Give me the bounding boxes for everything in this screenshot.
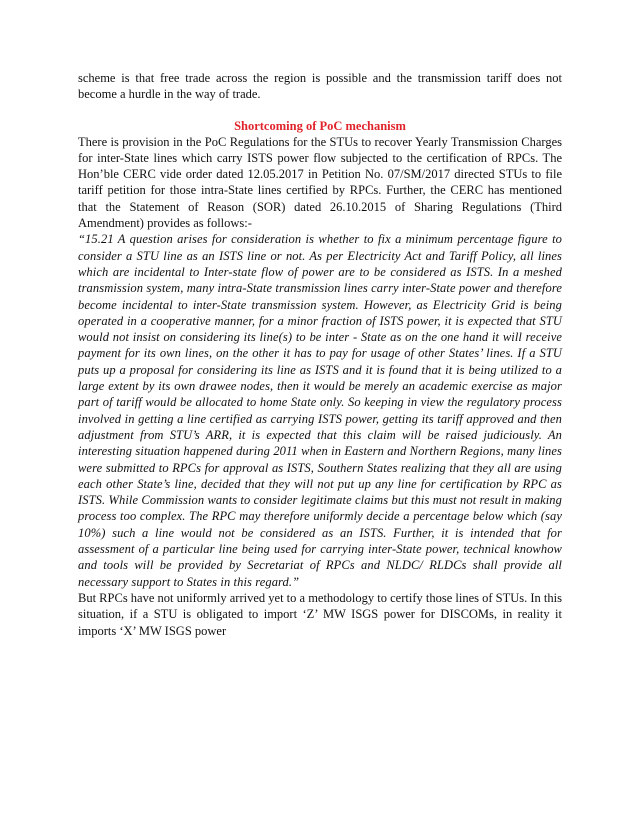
section-heading: Shortcoming of PoC mechanism: [234, 118, 406, 133]
intro-paragraph: scheme is that free trade across the region is possible and the transmission tariff does not become a hurdle in the way of trade.: [78, 71, 562, 102]
quoted-regulation: “15.21 A question arises for consideration is whether to fix a minimum percentage figure to consider a STU line as an ISTS line or not. As per Electricity Act and Tariff Policy, all lines which are incidental to Inter-state flow of power are to be considered as ISTS. In a meshed transmission system, many intra-State transmission lines carry inter-State power and therefore become incidental to inter-State transmission system. However, as Electricity Grid is being operated in a cooperative manner, for a minor fraction of ISTS power, it is expected that STU would not insist on considering its line(s) to be inter - State as on the one hand it will receive payment for its own lines, on the other it has to pay for usage of other States’ lines. If a STU puts up a proposal for considering its line as ISTS and it is found that it is being utilized to a large extent by its own drawee nodes, then it would be merely an academic exercise as major part of tariff would be allocated to home State only. So keeping in view the regulatory process involved in getting a line certified as carrying ISTS power, getting its tariff approved and then adjustment from STU’s ARR, it is expected that this claim will be raised judiciously. An interesting situation happened during 2011 when in Eastern and Northern Regions, many lines were submitted to RPCs for approval as ISTS, Southern States realizing that they all are using each other State’s line, decided that they will not put up any line for certification by RPC as ISTS. While Commission wants to consider legitimate claims but this must not result in making process too complex. The RPC may therefore uniformly decide a percentage below which (say 10%) such a line would not be considered as an ISTS. Further, it is intended that for assessment of a particular line being used for carrying inter-State power, technical knowhow and tools will be provided by Secretariat of RPCs and NLDC/ RLDCs shall provide all necessary support to States in this regard.”: [78, 232, 562, 589]
body-paragraph-2: But RPCs have not uniformly arrived yet to a methodology to certify those lines of STUs. In this situation, if a STU is obligated to import ‘Z’ MW ISGS power for DISCOMs, in reality it imports ‘X’ MW ISGS power: [78, 590, 562, 638]
document-body: [78, 70, 562, 639]
body-paragraph-1: There is provision in the PoC Regulations for the STUs to recover Yearly Transmission Charges for inter-State lines which carry ISTS power flow subjected to the certification of RPCs. The Hon’ble CERC vide order dated 12.05.2017 in Petition No. 07/SM/2017 directed STUs to file tariff petition for those intra-State lines certified by RPCs. Further, the CERC has mentioned that the Statement of Reason (SOR) dated 26.10.2015 of Sharing Regulations (Third Amendment) provides as follows:-: [78, 134, 562, 231]
